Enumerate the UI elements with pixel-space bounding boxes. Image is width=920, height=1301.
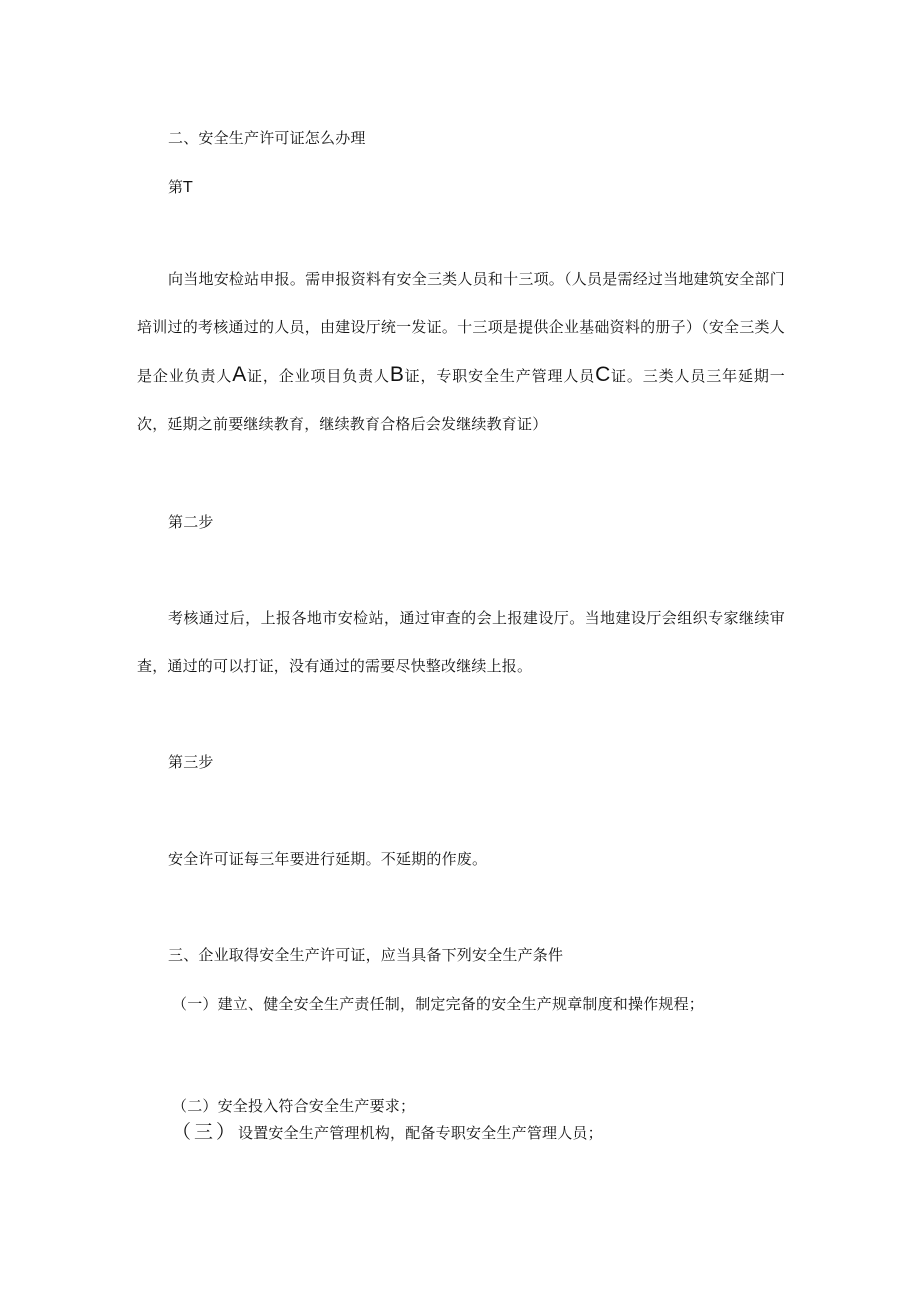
- condition-item-3-text: 设置安全生产管理机构，配备专职安全生产管理人员；: [238, 1124, 603, 1142]
- step-1-text-b: 证，企业项目负责人: [246, 367, 390, 385]
- step-3-label: 第三步: [168, 753, 214, 771]
- step-1-text-a: 向当地安检站申报。需申报资料有安全三类人员和十三项。（人员是需经过当地建筑安全部门培训过的考核通过的人员，由建设厅统一发证。十三项是提供企业基础资料的册子）（安全三类人是企业负责人: [137, 270, 785, 385]
- section-3-heading: 三、企业取得安全生产许可证，应当具备下列安全生产条件: [168, 946, 564, 964]
- condition-item-3: [172, 1122, 603, 1143]
- step-2-label: 第二步: [168, 513, 214, 531]
- section-2-heading: 二、安全生产许可证怎么办理: [168, 129, 366, 147]
- condition-item-3-number: （三）: [172, 1121, 239, 1143]
- step-3-paragraph: 安全许可证每三年要进行延期。不延期的作废。: [168, 850, 488, 868]
- condition-item-1: （一）建立、健全安全生产责任制，制定完备的安全生产规章制度和操作规程；: [172, 995, 705, 1013]
- step-1-label: 第T: [168, 178, 193, 196]
- grade-b-letter: B: [389, 363, 404, 386]
- grade-a-letter: A: [232, 363, 247, 386]
- grade-c-letter: C: [595, 363, 611, 386]
- step-2-paragraph: 考核通过后，上报各地市安检站，通过审查的会上报建设厅。当地建设厅会组织专家继续审查，通过的可以打证，没有通过的需要尽快整改继续上报。: [137, 609, 785, 675]
- condition-item-2: （二）安全投入符合安全生产要求；: [172, 1097, 416, 1115]
- step-1-paragraph: [137, 255, 785, 448]
- step-1-text-c: 证，专职安全生产管理人员: [403, 367, 596, 385]
- step-1-text-d: 证。三类人员三年延期一次，延期之前要继续教育，继续教育合格后会发继续教育证）: [137, 367, 786, 433]
